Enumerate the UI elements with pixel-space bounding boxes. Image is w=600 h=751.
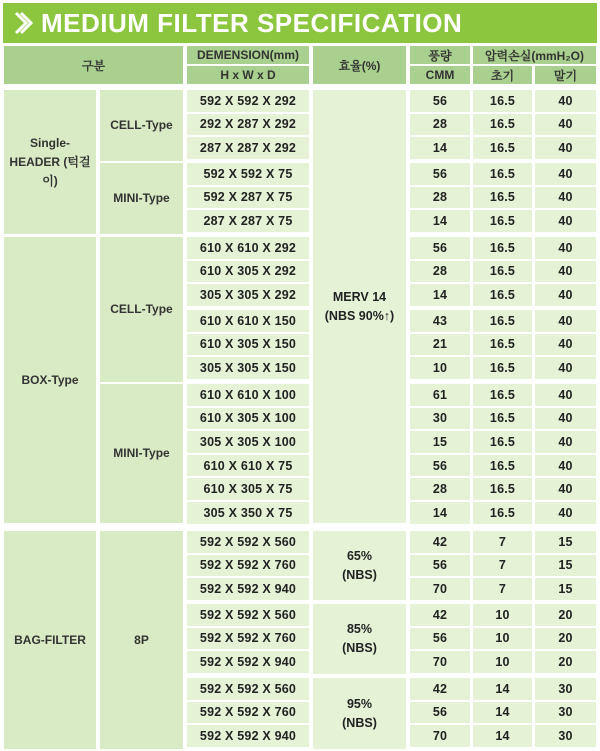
group-single-header-text: Single-HEADER (턱걸이) <box>9 135 91 188</box>
row-12-dimension <box>187 384 309 406</box>
row-15-dimension <box>187 455 309 477</box>
row-5-final <box>535 210 596 232</box>
row-12-initial <box>473 384 532 406</box>
row-24-final <box>535 678 596 700</box>
row-22-initial-text: 10 <box>495 631 510 646</box>
row-15-final <box>535 455 596 477</box>
header-dimension-hwd <box>187 66 309 84</box>
row-19-dimension-text: 592 X 592 X 760 <box>199 558 297 573</box>
row-17-initial-text: 16.5 <box>489 505 516 520</box>
row-25-dimension-text: 592 X 592 X 760 <box>199 705 297 720</box>
row-6-dimension <box>187 237 309 259</box>
row-20-initial <box>473 578 532 600</box>
row-10-final <box>535 334 596 356</box>
header-efficiency-text: 효율(%) <box>338 58 381 73</box>
row-21-cmm <box>410 604 470 626</box>
row-3-dimension <box>187 163 309 185</box>
row-4-dimension <box>187 187 309 209</box>
row-14-initial <box>473 431 532 453</box>
efficiency-95 <box>313 678 406 749</box>
row-23-dimension-text: 592 X 592 X 940 <box>199 654 297 669</box>
row-9-final-text: 40 <box>558 313 573 328</box>
row-10-dimension-text: 610 X 305 X 150 <box>199 337 297 352</box>
row-14-initial-text: 16.5 <box>489 434 516 449</box>
row-4-dimension-text: 592 X 287 X 75 <box>203 190 293 205</box>
row-8-cmm-text: 14 <box>432 287 448 302</box>
row-5-dimension <box>187 210 309 232</box>
row-4-final <box>535 187 596 209</box>
row-15-cmm-text: 56 <box>432 458 448 473</box>
row-20-cmm-text: 70 <box>432 581 448 596</box>
row-14-final <box>535 431 596 453</box>
row-6-final-text: 40 <box>558 240 573 255</box>
row-26-initial-text: 14 <box>495 728 510 743</box>
group-bag-filter <box>4 531 96 749</box>
group-bag-filter-text: BAG-FILTER <box>14 632 86 647</box>
row-6-final <box>535 237 596 259</box>
header-initial <box>473 66 532 84</box>
row-0-initial <box>473 90 532 112</box>
row-16-initial <box>473 478 532 500</box>
row-13-final-text: 40 <box>558 411 573 426</box>
row-16-final-text: 40 <box>558 482 573 497</box>
row-0-final <box>535 90 596 112</box>
row-25-dimension <box>187 702 309 724</box>
row-5-initial-text: 16.5 <box>489 213 516 228</box>
row-11-dimension-text: 305 X 305 X 150 <box>199 360 297 375</box>
row-11-cmm-text: 10 <box>432 360 448 375</box>
chevron-right-icon <box>10 10 36 36</box>
header-dimension <box>187 46 309 64</box>
row-4-final-text: 40 <box>558 190 573 205</box>
row-7-final-text: 40 <box>558 264 573 279</box>
efficiency-85 <box>313 604 406 674</box>
page-title: MEDIUM FILTER SPECIFICATION <box>41 8 463 38</box>
row-9-initial <box>473 310 532 332</box>
subtype-cell-2-text: CELL-Type <box>110 302 173 316</box>
row-26-initial <box>473 725 532 747</box>
row-12-final-text: 40 <box>558 387 573 402</box>
row-25-initial <box>473 702 532 724</box>
row-24-initial-text: 14 <box>495 681 510 696</box>
row-13-final <box>535 408 596 430</box>
row-5-initial <box>473 210 532 232</box>
header-pressure-loss <box>473 46 596 64</box>
row-19-dimension <box>187 555 309 577</box>
row-19-cmm-text: 56 <box>432 558 448 573</box>
row-2-dimension-text: 287 X 287 X 292 <box>199 140 297 155</box>
row-7-initial <box>473 261 532 283</box>
row-24-initial <box>473 678 532 700</box>
row-7-cmm-text: 28 <box>432 264 448 279</box>
header-category <box>4 46 183 84</box>
row-25-final-text: 30 <box>558 705 573 720</box>
row-8-initial <box>473 284 532 306</box>
row-7-final <box>535 261 596 283</box>
row-12-initial-text: 16.5 <box>489 387 516 402</box>
row-11-final-text: 40 <box>558 360 573 375</box>
header-dimension-hwd-text: H x W x D <box>220 68 276 82</box>
row-18-cmm-text: 42 <box>432 534 448 549</box>
row-17-initial <box>473 502 532 524</box>
row-7-cmm <box>410 261 470 283</box>
subtype-cell-2 <box>100 237 183 382</box>
row-15-initial <box>473 455 532 477</box>
group-box-type <box>4 237 96 523</box>
header-airflow-unit <box>410 66 470 84</box>
row-23-final-text: 20 <box>558 654 573 669</box>
row-22-cmm-text: 56 <box>432 631 448 646</box>
row-8-final <box>535 284 596 306</box>
row-26-dimension <box>187 725 309 747</box>
row-5-dimension-text: 287 X 287 X 75 <box>203 213 293 228</box>
row-6-cmm <box>410 237 470 259</box>
row-19-final-text: 15 <box>558 558 573 573</box>
row-8-final-text: 40 <box>558 287 573 302</box>
row-3-cmm-text: 56 <box>432 166 448 181</box>
row-2-dimension <box>187 137 309 159</box>
row-4-cmm-text: 28 <box>432 190 448 205</box>
row-0-dimension <box>187 90 309 112</box>
row-24-final-text: 30 <box>558 681 573 696</box>
row-23-final <box>535 651 596 673</box>
row-20-initial-text: 7 <box>498 581 507 596</box>
row-18-initial <box>473 531 532 553</box>
row-25-cmm <box>410 702 470 724</box>
row-24-cmm <box>410 678 470 700</box>
row-16-dimension <box>187 478 309 500</box>
row-1-cmm <box>410 114 470 136</box>
row-2-initial <box>473 137 532 159</box>
row-15-dimension-text: 610 X 610 X 75 <box>203 458 293 473</box>
header-category-text: 구분 <box>81 58 106 73</box>
row-2-final <box>535 137 596 159</box>
title-bar <box>3 3 597 43</box>
row-3-final-text: 40 <box>558 166 573 181</box>
row-16-initial-text: 16.5 <box>489 482 516 497</box>
row-1-initial <box>473 114 532 136</box>
row-21-dimension-text: 592 X 592 X 560 <box>199 607 297 622</box>
row-13-dimension-text: 610 X 305 X 100 <box>199 411 297 426</box>
row-10-cmm <box>410 334 470 356</box>
row-9-cmm <box>410 310 470 332</box>
row-14-cmm-text: 15 <box>432 434 448 449</box>
row-15-initial-text: 16.5 <box>489 458 516 473</box>
row-26-final <box>535 725 596 747</box>
row-10-initial-text: 16.5 <box>489 337 516 352</box>
row-12-cmm-text: 61 <box>432 387 448 402</box>
row-21-dimension <box>187 604 309 626</box>
row-15-final-text: 40 <box>558 458 573 473</box>
row-21-final <box>535 604 596 626</box>
row-22-initial <box>473 628 532 650</box>
row-11-final <box>535 357 596 379</box>
row-19-cmm <box>410 555 470 577</box>
header-pressure-loss-text: 압력손실(mmH₂O) <box>484 48 585 63</box>
row-22-dimension-text: 592 X 592 X 760 <box>199 631 297 646</box>
row-26-cmm-text: 70 <box>432 728 448 743</box>
row-0-cmm-text: 56 <box>432 93 448 108</box>
group-box-type-text: BOX-Type <box>21 372 79 387</box>
row-26-final-text: 30 <box>558 728 573 743</box>
row-20-dimension <box>187 578 309 600</box>
efficiency-merv14-text: MERV 14 (NBS 90%↑) <box>324 289 395 323</box>
efficiency-95-text: 95% (NBS) <box>342 696 377 730</box>
subtype-cell-1 <box>100 90 183 161</box>
row-16-cmm-text: 28 <box>432 482 448 497</box>
header-initial-text: 초기 <box>490 68 515 83</box>
row-17-dimension-text: 305 X 350 X 75 <box>203 505 293 520</box>
row-17-cmm-text: 14 <box>432 505 448 520</box>
row-0-dimension-text: 592 X 592 X 292 <box>199 93 297 108</box>
row-2-final-text: 40 <box>558 140 573 155</box>
efficiency-65-text: 65% (NBS) <box>342 548 377 582</box>
row-9-dimension <box>187 310 309 332</box>
row-11-cmm <box>410 357 470 379</box>
row-4-cmm <box>410 187 470 209</box>
row-16-final <box>535 478 596 500</box>
row-24-cmm-text: 42 <box>432 681 448 696</box>
row-24-dimension-text: 592 X 592 X 560 <box>199 681 297 696</box>
row-22-cmm <box>410 628 470 650</box>
row-14-dimension-text: 305 X 305 X 100 <box>199 434 297 449</box>
row-6-dimension-text: 610 X 610 X 292 <box>199 240 297 255</box>
row-20-cmm <box>410 578 470 600</box>
row-24-dimension <box>187 678 309 700</box>
row-0-cmm <box>410 90 470 112</box>
row-20-dimension-text: 592 X 592 X 940 <box>199 581 297 596</box>
row-16-cmm <box>410 478 470 500</box>
header-efficiency <box>313 46 406 84</box>
row-10-final-text: 40 <box>558 337 573 352</box>
row-1-dimension <box>187 114 309 136</box>
row-23-initial-text: 10 <box>495 654 510 669</box>
row-18-final-text: 15 <box>558 534 573 549</box>
row-18-dimension-text: 592 X 592 X 560 <box>199 534 297 549</box>
row-10-cmm-text: 21 <box>432 337 448 352</box>
row-23-cmm <box>410 651 470 673</box>
row-18-dimension <box>187 531 309 553</box>
group-single-header <box>4 90 96 234</box>
row-25-cmm-text: 56 <box>432 705 448 720</box>
row-15-cmm <box>410 455 470 477</box>
row-18-final <box>535 531 596 553</box>
row-23-cmm-text: 70 <box>432 654 448 669</box>
row-4-initial <box>473 187 532 209</box>
row-26-dimension-text: 592 X 592 X 940 <box>199 728 297 743</box>
row-14-dimension <box>187 431 309 453</box>
row-20-final <box>535 578 596 600</box>
row-13-initial-text: 16.5 <box>489 411 516 426</box>
row-9-cmm-text: 43 <box>432 313 448 328</box>
row-5-cmm <box>410 210 470 232</box>
row-23-initial <box>473 651 532 673</box>
header-airflow <box>410 46 470 64</box>
row-17-final-text: 40 <box>558 505 573 520</box>
row-14-cmm <box>410 431 470 453</box>
row-10-initial <box>473 334 532 356</box>
row-17-dimension <box>187 502 309 524</box>
subtype-mini-2 <box>100 384 183 523</box>
row-1-final <box>535 114 596 136</box>
row-21-initial <box>473 604 532 626</box>
row-18-initial-text: 7 <box>498 534 507 549</box>
row-11-initial-text: 16.5 <box>489 360 516 375</box>
header-final-text: 말기 <box>553 68 578 83</box>
subtype-mini-2-text: MINI-Type <box>113 446 170 460</box>
row-4-initial-text: 16.5 <box>489 190 516 205</box>
row-22-final-text: 20 <box>558 631 573 646</box>
row-20-final-text: 15 <box>558 581 573 596</box>
row-13-cmm <box>410 408 470 430</box>
row-25-final <box>535 702 596 724</box>
subtype-mini-1-text: MINI-Type <box>113 191 170 205</box>
row-8-cmm <box>410 284 470 306</box>
row-1-final-text: 40 <box>558 117 573 132</box>
row-7-dimension-text: 610 X 305 X 292 <box>199 264 297 279</box>
row-6-initial <box>473 237 532 259</box>
row-1-cmm-text: 28 <box>432 117 448 132</box>
row-0-final-text: 40 <box>558 93 573 108</box>
row-2-cmm-text: 14 <box>432 140 448 155</box>
row-25-initial-text: 14 <box>495 705 510 720</box>
header-dimension-text: DEMENSION(mm) <box>196 48 299 62</box>
efficiency-65 <box>313 531 406 600</box>
row-12-dimension-text: 610 X 610 X 100 <box>199 387 297 402</box>
header-airflow-text: 풍량 <box>428 48 452 63</box>
row-17-cmm <box>410 502 470 524</box>
row-2-initial-text: 16.5 <box>489 140 516 155</box>
row-19-initial-text: 7 <box>498 558 507 573</box>
subtype-8p-text: 8P <box>134 632 149 647</box>
row-22-dimension <box>187 628 309 650</box>
subtype-8p <box>100 531 183 749</box>
row-23-dimension <box>187 651 309 673</box>
row-18-cmm <box>410 531 470 553</box>
row-3-dimension-text: 592 X 592 X 75 <box>203 166 293 181</box>
row-21-cmm-text: 42 <box>432 607 448 622</box>
row-8-dimension <box>187 284 309 306</box>
row-6-initial-text: 16.5 <box>489 240 516 255</box>
row-3-initial <box>473 163 532 185</box>
row-14-final-text: 40 <box>558 434 573 449</box>
row-9-dimension-text: 610 X 610 X 150 <box>199 313 297 328</box>
row-0-initial-text: 16.5 <box>489 93 516 108</box>
row-6-cmm-text: 56 <box>432 240 448 255</box>
row-9-initial-text: 16.5 <box>489 313 516 328</box>
row-5-final-text: 40 <box>558 213 573 228</box>
row-21-initial-text: 10 <box>495 607 510 622</box>
header-airflow-unit-text: CMM <box>425 68 455 82</box>
row-3-final <box>535 163 596 185</box>
row-13-cmm-text: 30 <box>432 411 448 426</box>
row-17-final <box>535 502 596 524</box>
row-19-final <box>535 555 596 577</box>
row-12-cmm <box>410 384 470 406</box>
efficiency-merv14 <box>313 90 406 523</box>
row-16-dimension-text: 610 X 305 X 75 <box>203 482 293 497</box>
row-1-initial-text: 16.5 <box>489 117 516 132</box>
row-5-cmm-text: 14 <box>432 213 448 228</box>
row-3-cmm <box>410 163 470 185</box>
row-26-cmm <box>410 725 470 747</box>
row-2-cmm <box>410 137 470 159</box>
subtype-cell-1-text: CELL-Type <box>110 118 173 132</box>
row-19-initial <box>473 555 532 577</box>
row-12-final <box>535 384 596 406</box>
row-8-initial-text: 16.5 <box>489 287 516 302</box>
row-8-dimension-text: 305 X 305 X 292 <box>199 287 297 302</box>
row-9-final <box>535 310 596 332</box>
row-7-dimension <box>187 261 309 283</box>
header-final <box>535 66 596 84</box>
row-11-dimension <box>187 357 309 379</box>
efficiency-85-text: 85% (NBS) <box>342 622 377 655</box>
row-7-initial-text: 16.5 <box>489 264 516 279</box>
subtype-mini-1 <box>100 163 183 234</box>
row-3-initial-text: 16.5 <box>489 166 516 181</box>
row-13-initial <box>473 408 532 430</box>
row-10-dimension <box>187 334 309 356</box>
row-1-dimension-text: 292 X 287 X 292 <box>199 117 297 132</box>
row-11-initial <box>473 357 532 379</box>
row-13-dimension <box>187 408 309 430</box>
row-22-final <box>535 628 596 650</box>
row-21-final-text: 20 <box>558 607 573 622</box>
